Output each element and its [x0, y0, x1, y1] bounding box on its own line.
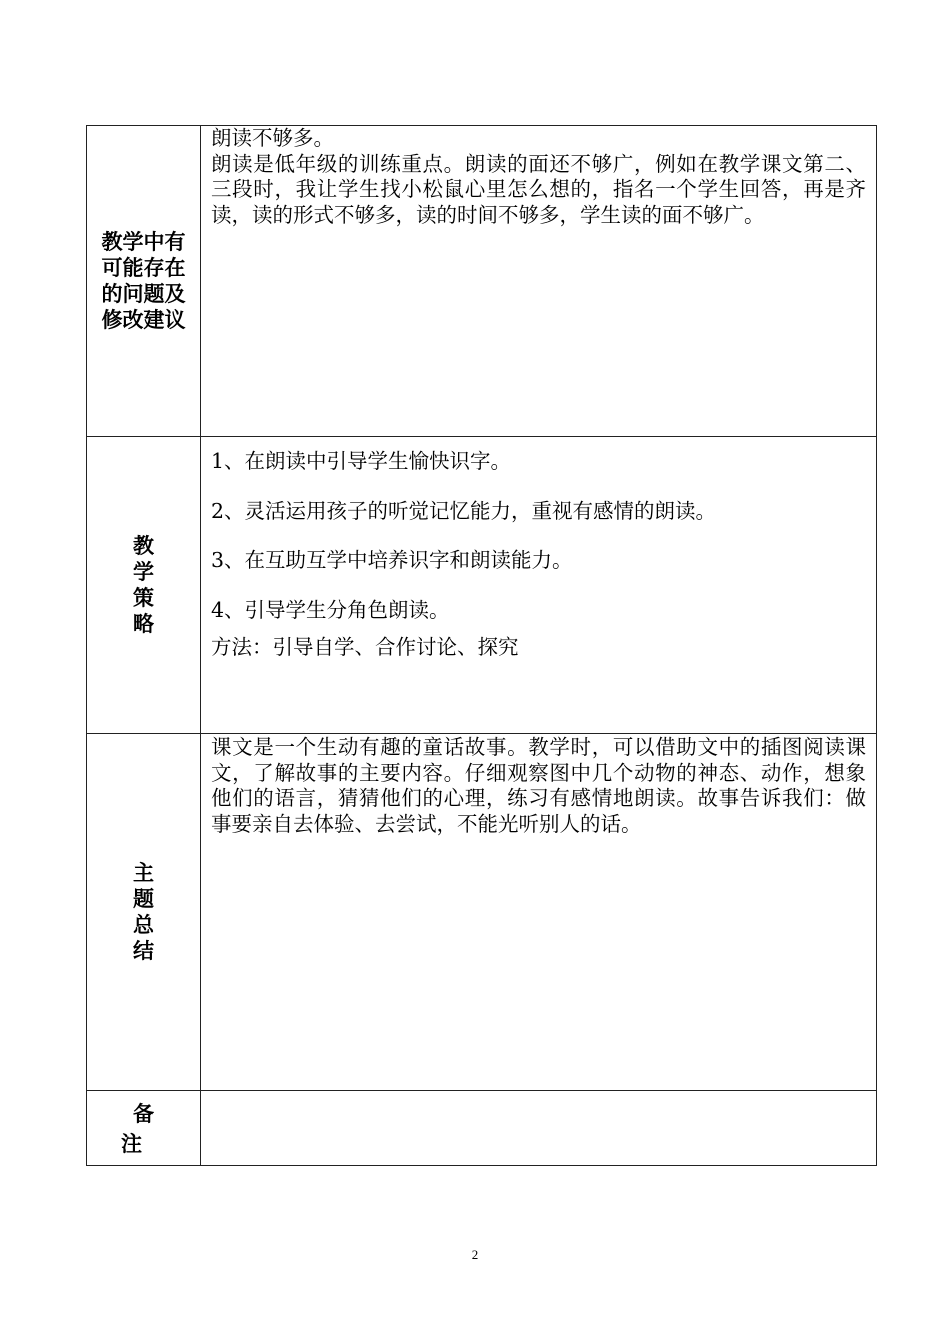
table-row-strategy: [87, 437, 877, 734]
row-content-cell: [201, 734, 877, 1091]
row-label-remarks: 备注: [121, 1102, 178, 1156]
table-row-summary: [87, 734, 877, 1091]
problems-paragraph-1: 朗读不够多。: [211, 126, 334, 150]
row-label-problems: 教学中有可能存在的问题及修改建议: [101, 230, 186, 332]
summary-paragraph: 课文是一个生动有趣的童话故事。教学时，可以借助文中的插图阅读课文，了解故事的主要内容。仔细观察图中几个动物的神态、动作，想象他们的语言，猜猜他们的心理，练习有感情地朗读。故事告诉我们：做事要亲自去体验、去尝试，不能光听别人的话。: [211, 735, 866, 836]
row-label-cell: [87, 1091, 201, 1166]
row-label-summary: 主题总结: [133, 861, 154, 963]
row-content-cell: [201, 126, 877, 437]
row-label-cell: [87, 437, 201, 734]
lesson-reflection-table: [86, 125, 877, 1166]
strategy-item-3: 3、在互助互学中培养识字和朗读能力。: [211, 548, 573, 572]
row-content-cell: [201, 437, 877, 734]
table-row-problems: [87, 126, 877, 437]
strategy-item-1: 1、在朗读中引导学生愉快识字。: [211, 449, 512, 473]
row-label-cell: [87, 126, 201, 437]
remarks-content-cell: [201, 1091, 877, 1166]
problems-paragraph-2: 朗读是低年级的训练重点。朗读的面还不够广，例如在教学课文第二、三段时，我让学生找小松鼠心里怎么想的，指名一个学生回答，再是齐读，读的形式不够多，读的时间不够多，学生读的面不够广。: [211, 151, 866, 227]
page-number: 2: [471, 1247, 479, 1262]
row-label-cell: [87, 734, 201, 1091]
strategy-item-4: 4、引导学生分角色朗读。: [211, 597, 450, 622]
strategy-method: 方法：引导自学、合作讨论、探究: [211, 635, 519, 659]
table-row-remarks: [87, 1091, 877, 1166]
row-label-strategy: 教学策略: [133, 534, 154, 636]
strategy-item-2: 2、灵活运用孩子的听觉记忆能力，重视有感情的朗读。: [211, 498, 717, 523]
